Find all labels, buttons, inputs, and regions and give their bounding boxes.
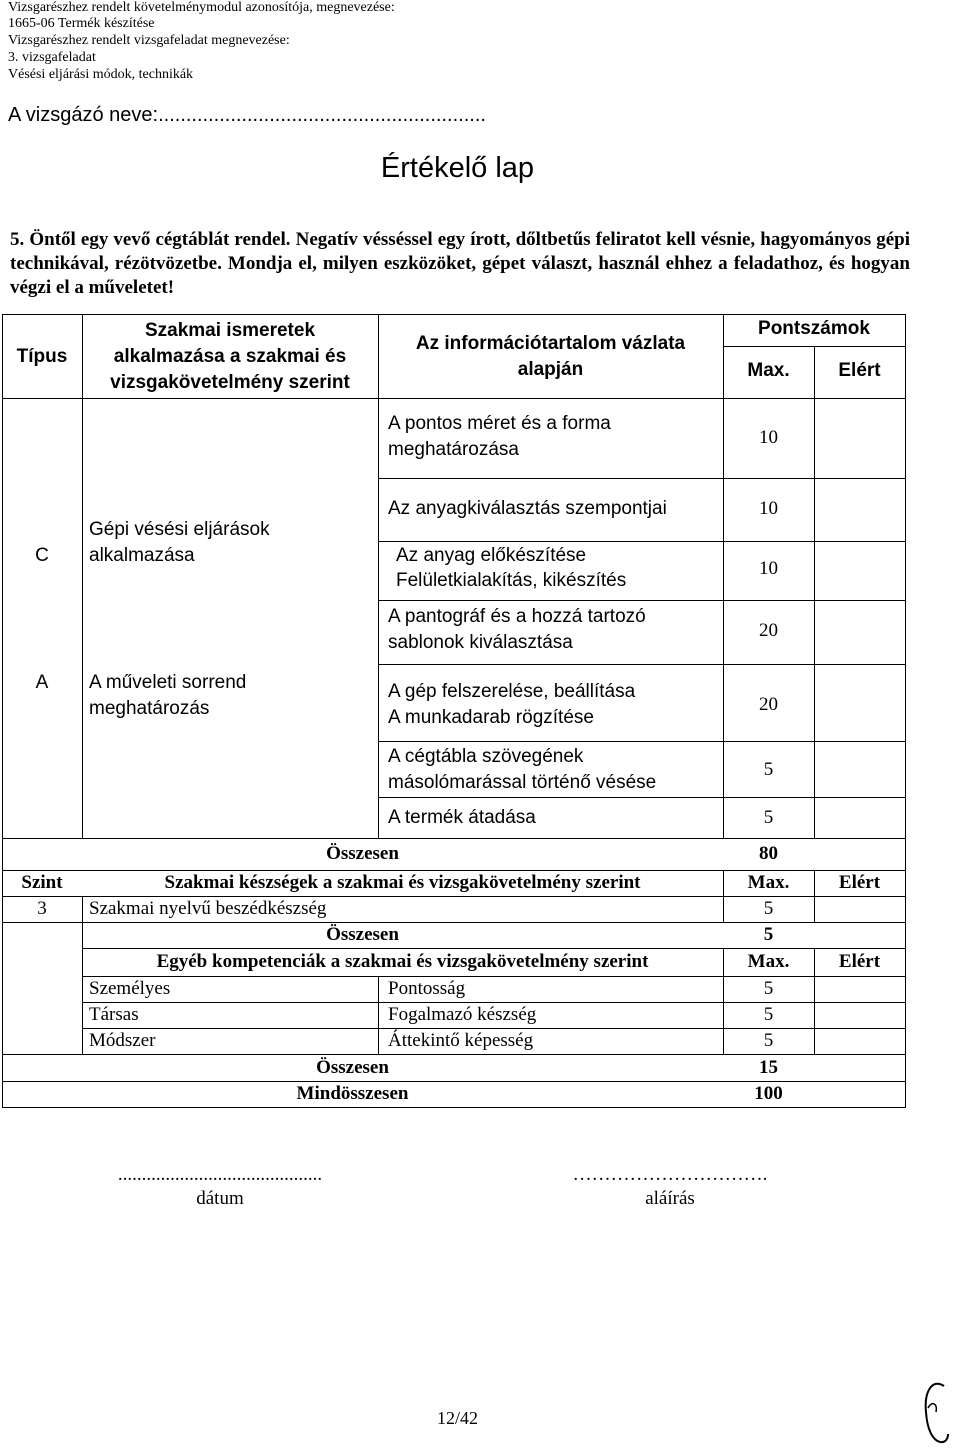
item-4-line1: A pantográf és a hozzá tartozó <box>388 606 646 627</box>
item-7-line1: A termék átadása <box>388 807 536 828</box>
sec3-title: Egyéb kompetenciák a szakmai és vizsgakövetelmény szerint <box>156 951 649 972</box>
sec3-row-1-max: 5 <box>763 978 774 999</box>
sec2-row-level: 3 <box>37 898 47 919</box>
item-7-max: 5 <box>763 807 774 828</box>
date-label: dátum <box>196 1188 244 1209</box>
col-points-header: Pontszámok <box>758 318 870 339</box>
page-title: Értékelő lap <box>380 152 535 184</box>
total-3-value: 15 <box>759 1057 778 1078</box>
skill-1-line1: Gépi vésési eljárások <box>89 519 270 540</box>
sec3-row-3-name: Áttekintő képesség <box>388 1030 534 1051</box>
col-info-header-line1: Az információtartalom vázlata <box>415 333 686 354</box>
col-achieved-header: Elért <box>838 360 881 381</box>
signature-dots: …………………………. <box>572 1164 768 1185</box>
item-3-max: 10 <box>759 558 778 579</box>
sec3-row-1-group: Személyes <box>89 978 171 999</box>
sec2-title: Szakmai készségek a szakmai és vizsgakövetelmény szerint <box>164 872 641 893</box>
item-4-max: 20 <box>759 620 778 641</box>
initials-mark <box>918 1378 954 1448</box>
item-6-line2: másolómarással történő vésése <box>388 772 657 793</box>
task-topic: Vésési eljárási módok, technikák <box>8 67 194 82</box>
item-3-line1: Az anyag előkészítése <box>396 545 587 566</box>
item-2-max: 10 <box>759 498 778 519</box>
total-3-label: Összesen <box>316 1057 389 1078</box>
item-4-line2: sablonok kiválasztása <box>388 632 573 653</box>
col-type-header: Típus <box>16 346 68 367</box>
skill-1-line2: alkalmazása <box>89 545 195 566</box>
grand-total-value: 100 <box>754 1083 783 1104</box>
sec3-row-2-max: 5 <box>763 1004 774 1025</box>
task-number: 3. vizsgafeladat <box>8 50 96 65</box>
sec2-achieved-header: Elért <box>838 872 881 893</box>
col-skills-header-line3: vizsgakövetelmény szerint <box>110 372 350 393</box>
item-5-line1: A gép felszerelése, beállítása <box>388 681 636 702</box>
col-max-header: Max. <box>747 360 790 381</box>
item-2-line1: Az anyagkiválasztás szempontjai <box>388 498 667 519</box>
item-5-max: 20 <box>759 694 778 715</box>
col-skills-header-line1: Szakmai ismeretek <box>144 320 316 341</box>
sec3-achieved-header: Elért <box>838 951 881 972</box>
date-dots: ........................................... <box>117 1164 323 1185</box>
sec3-row-2-group: Társas <box>89 1004 139 1025</box>
skill-2-line1: A műveleti sorrend <box>89 672 247 693</box>
module-label: Vizsgarészhez rendelt követelménymodul azonosítója, megnevezése: <box>8 0 395 15</box>
total-2-value: 5 <box>763 924 774 945</box>
item-1-line1: A pontos méret és a forma <box>388 413 611 434</box>
col-skills-header-line2: alkalmazása a szakmai és <box>113 346 347 367</box>
page-number: 12/42 <box>436 1408 478 1428</box>
candidate-name-line: A vizsgázó neve:........................................................... <box>8 104 486 126</box>
sec3-row-3-group: Módszer <box>89 1030 156 1051</box>
item-1-max: 10 <box>759 427 778 448</box>
total-2-label: Összesen <box>326 924 399 945</box>
total-1-label: Összesen <box>326 843 399 864</box>
item-5-line2: A munkadarab rögzítése <box>388 707 594 728</box>
module-code: 1665-06 Termék készítése <box>8 16 155 31</box>
sec3-row-3-max: 5 <box>763 1030 774 1051</box>
sec2-level-header: Szint <box>21 872 63 893</box>
grand-total-label: Mindösszesen <box>296 1083 409 1104</box>
total-1-value: 80 <box>759 843 778 864</box>
task-description: 5. Öntől egy vevő cégtáblát rendel. Negatív vésséssel egy írott, dőltbetűs feliratot kell vésnie, hagyományos gépi technikával, rézötvözetbe. Mondja el, milyen eszközöket, gépet választ, használ ehhez a feladathoz, és hogyan végzi el a műveletet! <box>10 229 910 298</box>
type-letter-a: A <box>35 672 49 693</box>
task-name-label: Vizsgarészhez rendelt vizsgafeladat megnevezése: <box>8 33 290 48</box>
sec2-row-name: Szakmai nyelvű beszédkészség <box>89 898 327 919</box>
item-6-line1: A cégtábla szövegének <box>388 746 584 767</box>
sec2-max-header: Max. <box>747 872 790 893</box>
type-letter-c: C <box>35 545 49 566</box>
col-info-header-line2: alapján <box>517 359 584 380</box>
sec3-row-2-name: Fogalmazó készség <box>388 1004 537 1025</box>
item-6-max: 5 <box>763 759 774 780</box>
sec3-row-1-name: Pontosság <box>388 978 466 999</box>
sec3-max-header: Max. <box>747 951 790 972</box>
item-1-line2: meghatározása <box>388 439 519 460</box>
item-3-line2: Felületkialakítás, kikészítés <box>396 570 627 591</box>
skill-2-line2: meghatározás <box>89 698 210 719</box>
signature-label: aláírás <box>645 1188 695 1209</box>
sec2-row-max: 5 <box>763 898 774 919</box>
